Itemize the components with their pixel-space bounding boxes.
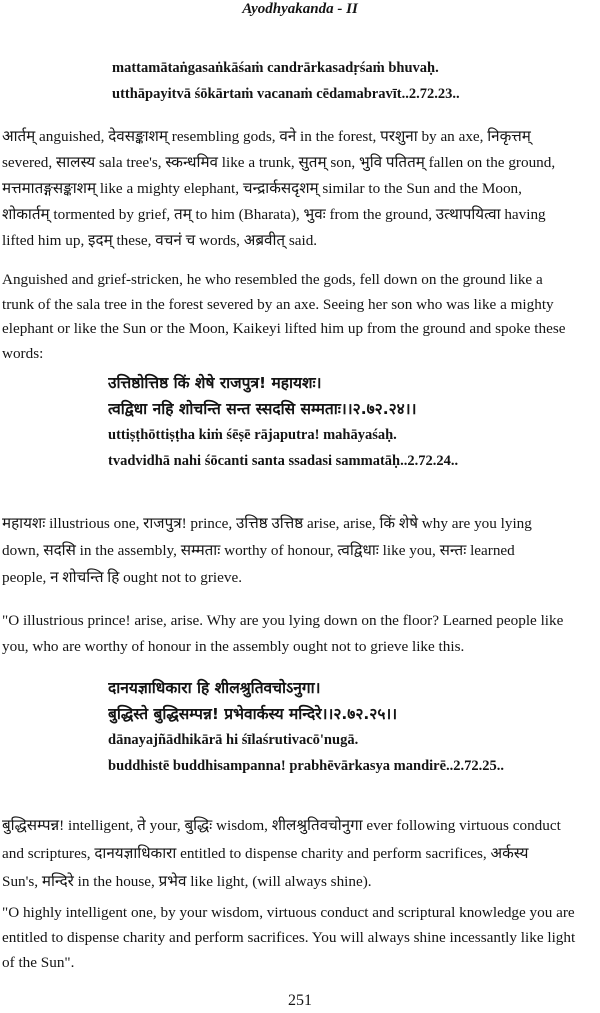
page-number: 251 — [288, 992, 312, 1009]
word-gloss-25 — [0, 812, 600, 896]
gloss-line: people, न शोचन्ति हि ought not to grieve. — [2, 569, 243, 586]
verse-25 — [0, 675, 600, 779]
translation-line: elephant or like the Sun or the Moon, Kaikeyi lifted him up from the ground and spoke these — [2, 320, 566, 337]
verse-devanagari-line: त्वद्विधा नहि शोचन्ति सन्त स्सदसि सम्मताः।।२.७२.२४।। — [108, 400, 417, 418]
gloss-line: बुद्धिसम्पन्न! intelligent, ते your, बुद्धिः wisdom, शीलश्रुतिवचोनुगा ever following virtuous conduct — [2, 817, 561, 834]
gloss-line: lifted him up, इदम् these, वचनं च words, अब्रवीत् said. — [2, 232, 318, 249]
word-gloss-23 — [0, 124, 600, 254]
translation-line: words: — [2, 344, 44, 362]
verse-transliteration-line: uttiṣṭhōttiṣṭha kiṁ śēṣē rājaputra! mahāyaśaḥ. — [108, 427, 397, 443]
gloss-line: severed, सालस्य sala tree's, स्कन्धमिव like a trunk, सुतम् son, भुवि पतितम् fallen on the ground, — [2, 154, 556, 171]
verse-devanagari-line: उत्तिष्ठोत्तिष्ठ किं शेषे राजपुत्र! महायशः। — [108, 374, 322, 392]
gloss-line: and scriptures, दानयज्ञाधिकारा entitled to dispense charity and perform sacrifices, अर्कस्य — [2, 845, 529, 862]
translation-line: "O illustrious prince! arise, arise. Why are you lying down on the floor? Learned people like — [2, 612, 564, 629]
translation-line: "O highly intelligent one, by your wisdom, virtuous conduct and scriptural knowledge you are — [2, 904, 575, 921]
gloss-line: Sun's, मन्दिरे in the house, प्रभेव like light, (will always shine). — [2, 873, 372, 890]
verse-transliteration-line: tvadvidhā nahi śōcanti santa ssadasi sammatāḥ..2.72.24.. — [108, 453, 459, 469]
translation-23 — [0, 268, 600, 366]
verse-line: utthāpayitvā śōkārtaṁ vacanaṁ cēdamabravīt..2.72.23.. — [112, 86, 460, 102]
translation-line: you, who are worthy of honour in the assembly ought not to grieve like this. — [2, 638, 465, 655]
verse-23-transliteration — [0, 55, 600, 107]
gloss-line: मत्तमातङ्गसङ्काशम् like a mighty elephant, चन्द्रार्कसदृशम् similar to the Sun and the Moon, — [2, 180, 522, 197]
word-gloss-24 — [0, 510, 600, 591]
translation-25 — [0, 900, 600, 975]
verse-line: mattamātaṅgasaṅkāśaṁ candrārkasadṛśaṁ bhuvaḥ. — [112, 60, 439, 76]
verse-devanagari-line: दानयज्ञाधिकारा हि शीलश्रुतिवचोऽनुगा। — [108, 679, 321, 697]
verse-24 — [0, 370, 600, 474]
translation-line: of the Sun". — [2, 954, 75, 971]
verse-transliteration-line: buddhistē buddhisampanna! prabhēvārkasya mandirē..2.72.25.. — [108, 758, 505, 774]
gloss-line: शोकार्तम् tormented by grief, तम् to him (Bharata), भुवः from the ground, उत्थापयित्वा having — [2, 206, 546, 223]
gloss-line: down, सदसि in the assembly, सम्मताः worthy of honour, त्वद्विधाः like you, सन्तः learned — [2, 542, 515, 559]
verse-transliteration-line: dānayajñādhikārā hi śīlaśrutivacō'nugā. — [108, 732, 359, 748]
gloss-line: महायशः illustrious one, राजपुत्र! prince, उत्तिष्ठ उत्तिष्ठ arise, arise, किं शेषे why are you lying — [2, 515, 532, 532]
verse-devanagari-line: बुद्धिस्ते बुद्धिसम्पन्न! प्रभेवार्कस्य मन्दिरे।।२.७२.२५।। — [108, 705, 398, 723]
gloss-line: आर्तम् anguished, देवसङ्काशम् resembling gods, वने in the forest, परशुना by an axe, निकृत्तम् — [2, 128, 531, 145]
translation-line: Anguished and grief-stricken, he who resembled the gods, fell down on the ground like a — [2, 271, 543, 288]
translation-24 — [0, 608, 600, 660]
translation-line: trunk of the sala tree in the forest severed by an axe. Seeing her son who was like a mighty — [2, 295, 554, 313]
translation-line: entitled to dispense charity and perform sacrifices. You will always shine incessantly like light — [2, 929, 576, 946]
running-header: Ayodhyakanda - II — [242, 1, 358, 17]
